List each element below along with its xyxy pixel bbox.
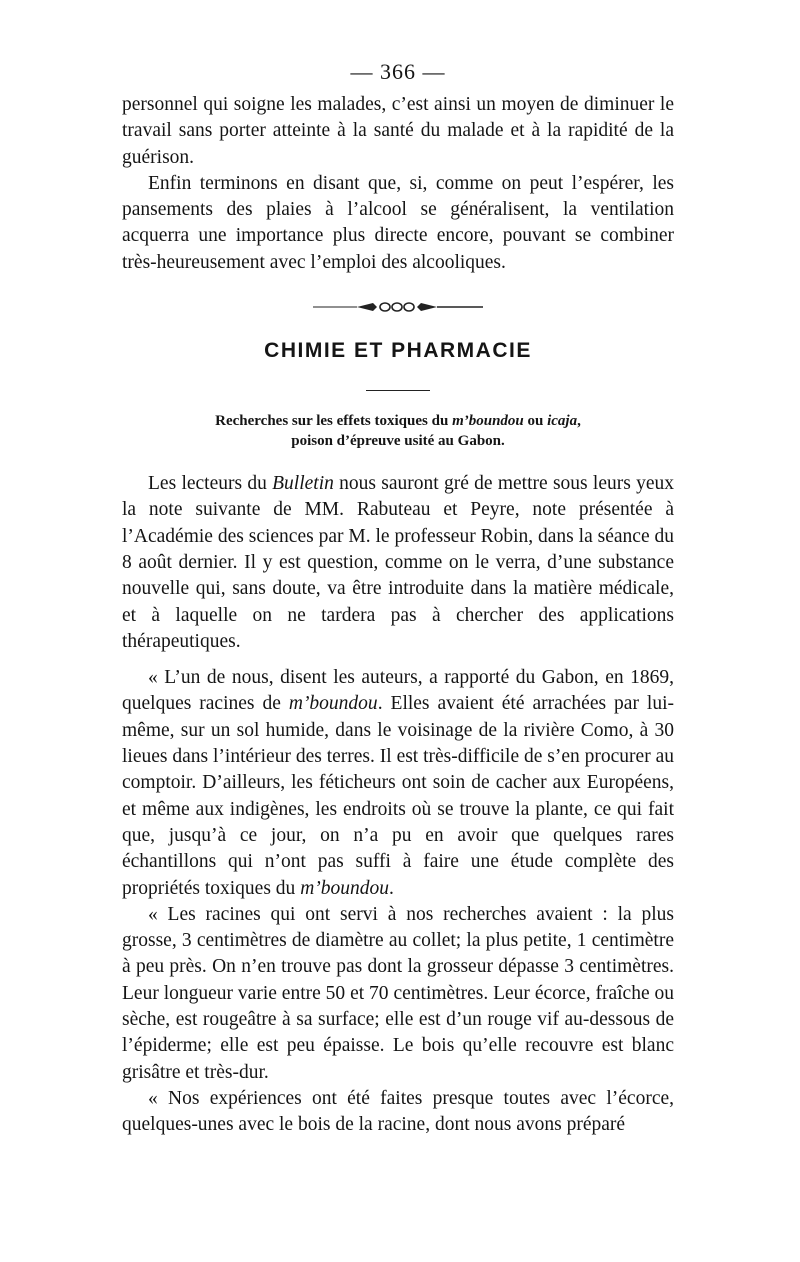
body-paragraph-3: « Les racines qui ont servi à nos recherches avaient : la plus grosse, 3 centimètres de diamètre au collet; la plus petite, 1 centimètre à peu près. On n’en trouve pas dont la grosseur dépasse 3 centimètres. Leur longueur varie entre 50 et 70 centimètres. Leur écorce, fraîche ou sèche, est rougeâtre à sa surface; elle est d’un rouge vif au-dessous de l’épiderme; elle est peu épaisse. Le bois qu’elle recouvre est blanc grisâtre et très-dur.: [122, 903, 674, 1083]
article-title-term1: m’boundou: [452, 413, 524, 430]
body-paragraph-1-b: nous sauront gré de mettre sous leurs yeux la note suivante de MM. Rabuteau et Peyre, note présentée à l’Académie des sciences par M. le professeur Robin, dans la séance du 8 août dernier. Il y est question, comme on le verra, d’une substance nouvelle qui, sans doute, va être introduite dans la matière médicale, et à laquelle on ne tardera pas à chercher des applications thérapeutiques.: [122, 473, 674, 652]
body-paragraph-2-c: .: [389, 877, 394, 899]
body-paragraph-1: [122, 471, 674, 655]
book-page: [122, 52, 674, 1139]
article-title-part2: ou: [523, 413, 548, 430]
body-paragraph-2: [122, 665, 674, 902]
bulletin-title: Bulletin: [272, 473, 334, 495]
title-rule: [366, 390, 430, 391]
intro-paragraph-2: Enfin terminons en disant que, si, comme on peut l’espérer, les pansements des plaies à l’alcool se généralisent, la ventilation acquerra une importance plus directe encore, pouvant se combiner très-heureusement avec l’emploi des alcooliques.: [122, 172, 674, 273]
body-paragraph-4: « Nos expériences ont été faites presque toutes avec l’écorce, quelques-unes avec le bois de la racine, dont nous avons préparé: [122, 1087, 674, 1136]
body-paragraph-2-a: « L’un de nous, disent les auteurs, a rapporté du Gabon, en 1869, quelques racines de: [122, 667, 674, 715]
intro-paragraph-1: personnel qui soigne les malades, c’est ainsi un moyen de diminuer le travail sans porter atteinte à la santé du malade et à la rapidité de la guérison.: [122, 94, 674, 168]
page-number: — 366 —: [350, 59, 446, 84]
section-title: CHIMIE ET PHARMACIE: [264, 339, 532, 363]
article-title-term2: icaja: [547, 413, 578, 430]
article-title-part1: Recherches sur les effets toxiques du: [215, 413, 453, 430]
ornament-divider-icon: [313, 300, 483, 314]
plant-name-1: m’boundou: [288, 693, 378, 715]
article-title-part3: ,: [577, 413, 581, 430]
article-title: [122, 411, 674, 451]
body-paragraph-2-b: . Elles avaient été arrachées par lui-même, sur un sol humide, dans le voisinage de la rivière Como, à 30 lieues dans l’intérieur des terres. Il est très-difficile de s’en procurer au comptoir. D’ailleurs, les féticheurs ont soin de cacher aux Européens, et même aux indigènes, les endroits où se trouve la plante, ce qui fait que, jusqu’à ce jour, on n’a pu en avoir que quelques rares échantillons qui n’ont pas suffi à faire une étude complète des propriétés toxiques du: [122, 693, 674, 899]
article-title-line2: poison d’épreuve usité au Gabon.: [291, 433, 505, 450]
body-paragraph-1-a: Les lecteurs du: [148, 473, 273, 495]
plant-name-2: m’boundou: [300, 877, 390, 899]
